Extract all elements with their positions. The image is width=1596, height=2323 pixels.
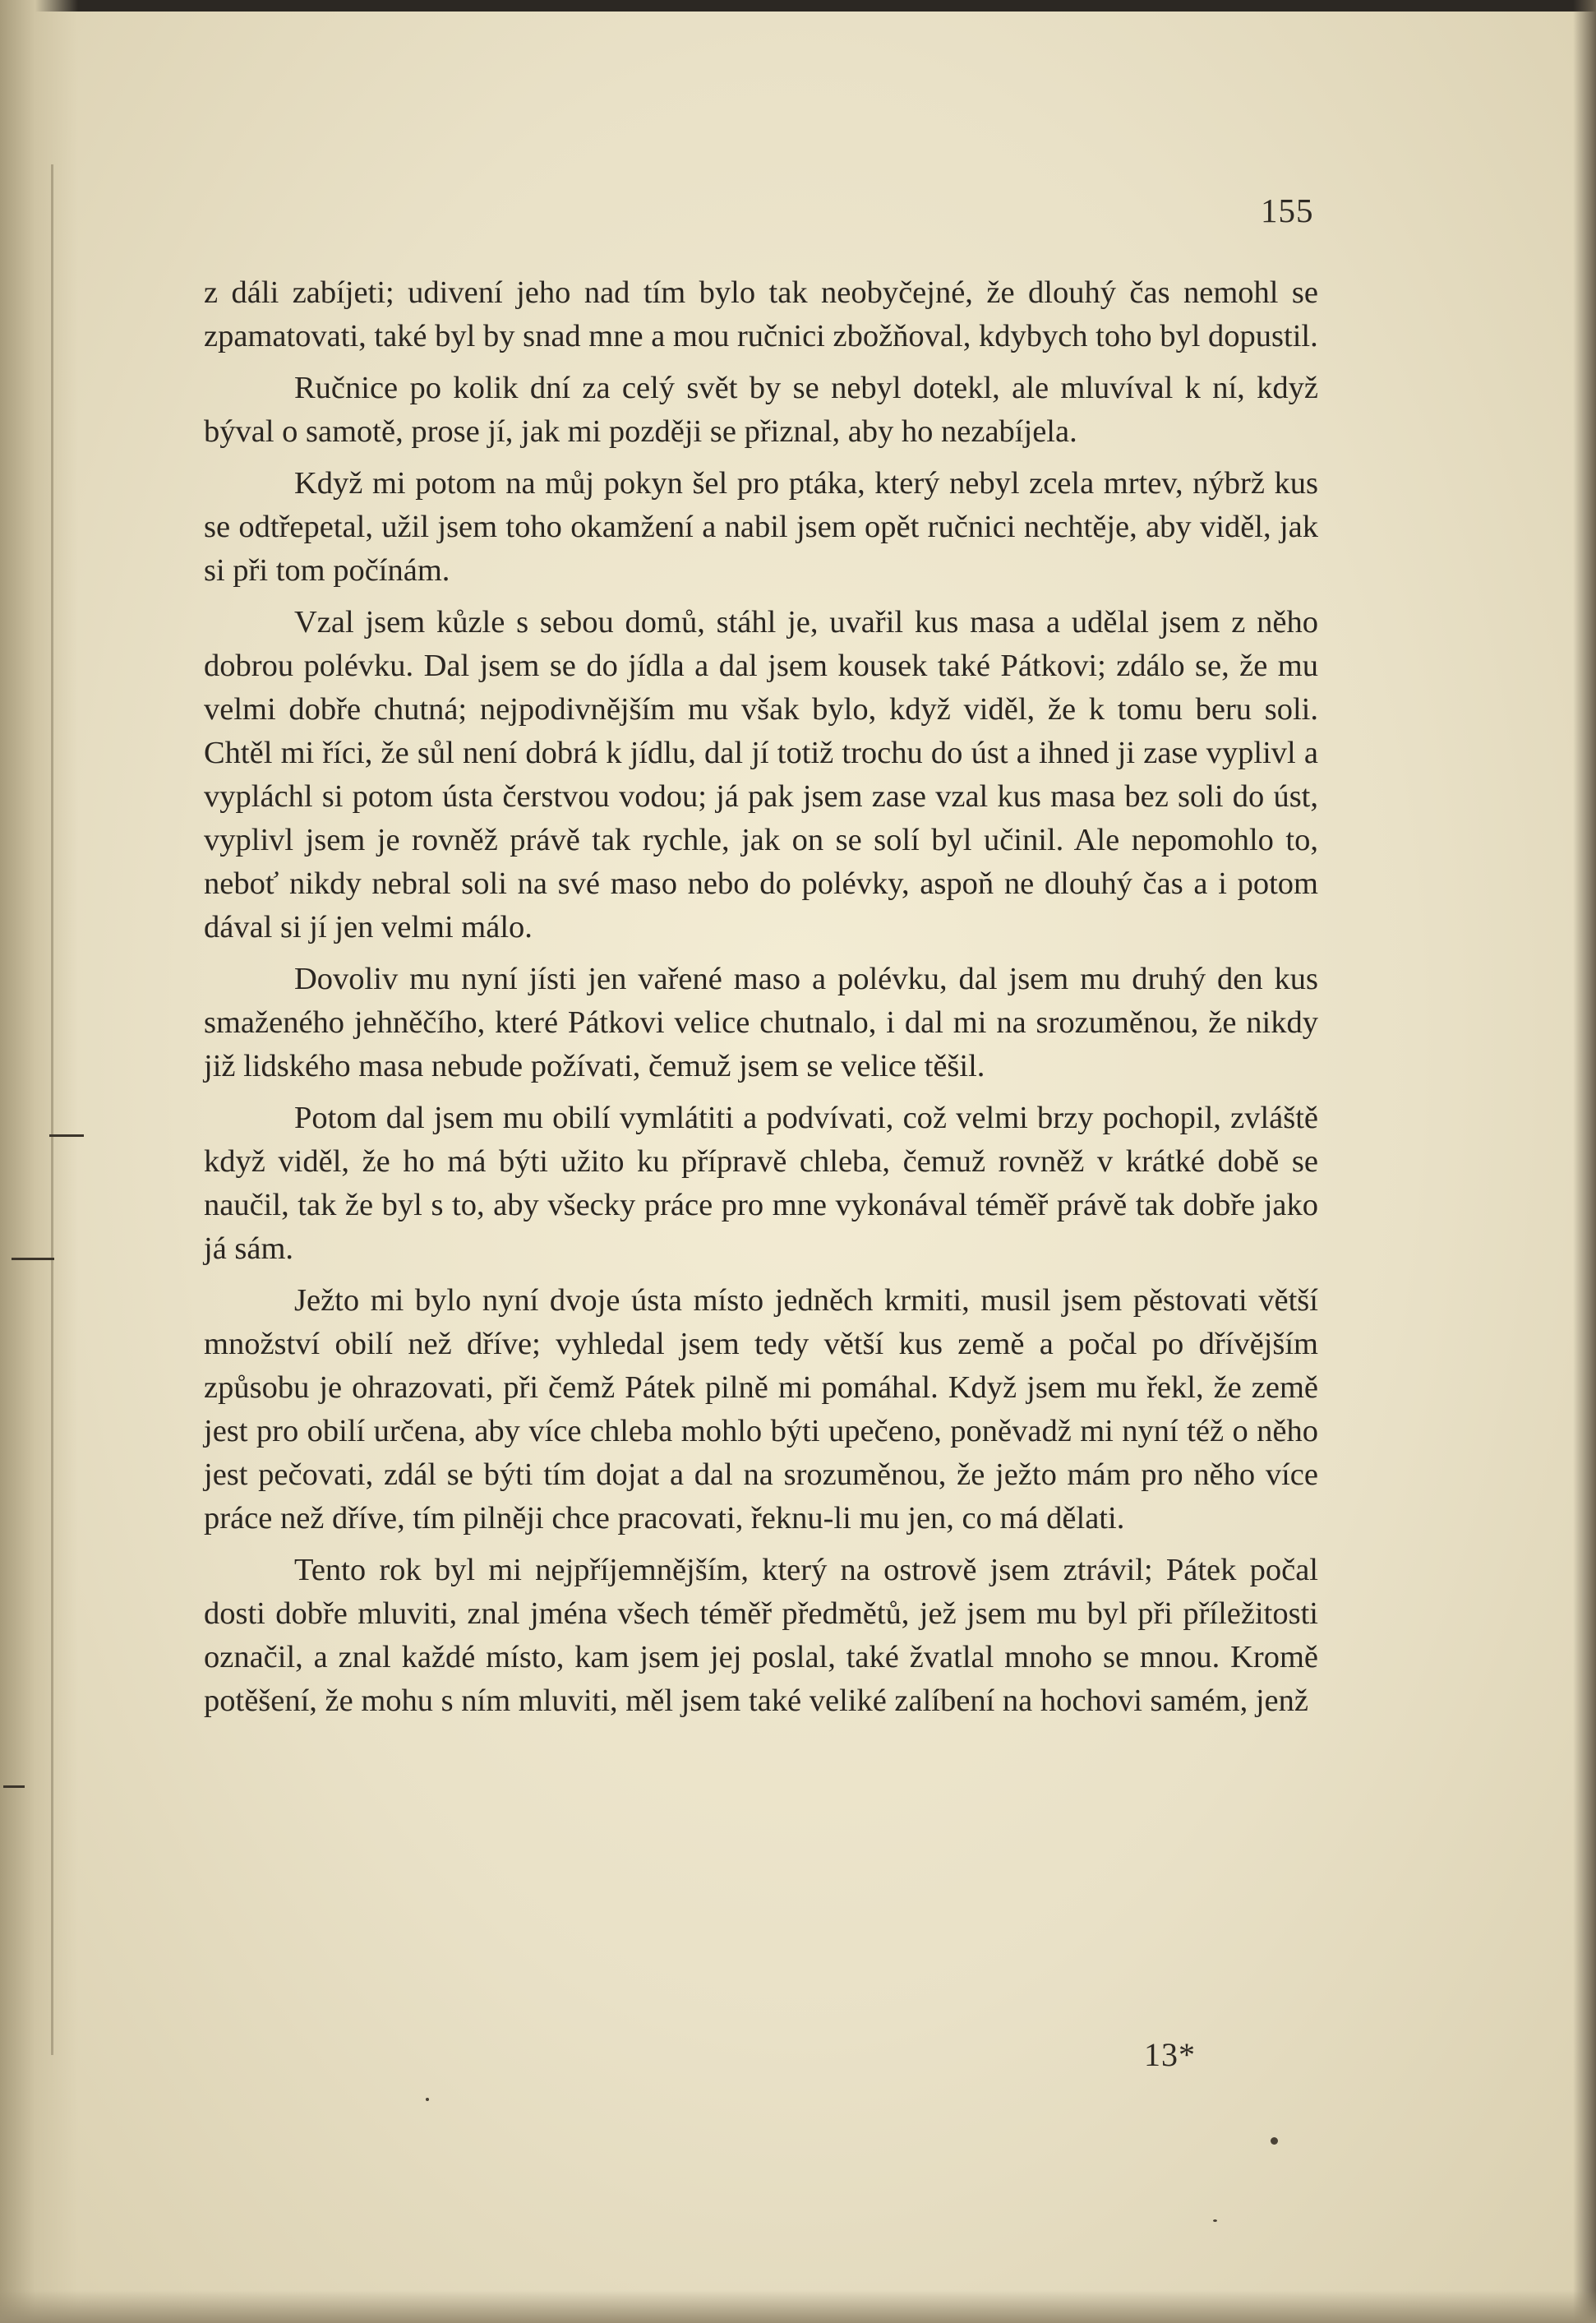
paper-speck: [426, 2098, 429, 2101]
edge-mark: [3, 1785, 25, 1788]
edge-mark: [49, 1134, 84, 1137]
binding-line: [51, 164, 53, 2055]
edge-mark: [12, 1258, 54, 1260]
page-spine-shadow: [0, 0, 78, 2323]
bottom-page-edge: [0, 2290, 1596, 2323]
paragraph: Ručnice po kolik dní za celý svět by se nebyl dotekl, ale mluvíval k ní, když býval o samotě, prose jí, jak mi později se přiznal, aby ho nezabíjela.: [204, 371, 1318, 449]
paragraph: Vzal jsem kůzle s sebou domů, stáhl je, uvařil kus masa a udělal jsem z něho dobrou polévku. Dal jsem se do jídla a dal jsem kousek také Pátkovi; zdálo se, že mu velmi dobře chutná; nejpodivnějším mu však bylo, když viděl, že k tomu beru soli. Chtěl mi říci, že sůl není dobrá k jídlu, dal jí totiž trochu do úst a ihned ji zase vyplivl a vypláchl si potom ústa čerstvou vodou; já pak jsem zase vzal kus masa bez soli do úst, vyplivl jsem je rovněž právě tak rychle, jak on se solí byl učinil. Ale nepomohlo to, neboť nikdy nebral soli na své maso nebo do polévky, aspoň ne dlouhý čas a i potom dával si jí jen velmi málo.: [204, 605, 1318, 944]
paper-speck: [1271, 2137, 1278, 2145]
top-edge: [0, 0, 1596, 12]
paragraph: Ježto mi bylo nyní dvoje ústa místo jedněch krmiti, musil jsem pěstovati větší množství obilí než dříve; vyhledal jsem tedy větší kus země a počal po dřívějším způsobu je ohrazovati, při čemž Pátek pilně mi pomáhal. Když jsem mu řekl, že země jest pro obilí určena, aby více chleba mohlo býti upečeno, poněvadž mi nyní též o něho jest pečovati, zdál se býti tím dojat a dal na srozuměnou, že ježto mám pro něho více práce než dříve, tím pilněji chce pracovati, řeknu-li mu jen, co má dělati.: [204, 1283, 1318, 1536]
paper-speck: [1213, 2219, 1217, 2222]
paragraph: z dáli zabíjeti; udivení jeho nad tím bylo tak neobyčejné, že dlouhý čas nemohl se zpamatovati, také byl by snad mne a mou ručnici zbožňoval, kdybych toho byl dopustil.: [204, 275, 1318, 353]
signature-mark: 13*: [1144, 2036, 1196, 2073]
paragraph: Když mi potom na můj pokyn šel pro ptáka, který nebyl zcela mrtev, nýbrž kus se odtřepetal, užil jsem toho okamžení a nabil jsem opět ručnici nechtěje, aby viděl, jak si při tom počínám.: [204, 466, 1318, 588]
paragraph: Dovoliv mu nyní jísti jen vařené maso a polévku, dal jsem mu druhý den kus smaženého jehněčího, které Pátkovi velice chutnalo, i dal mi na srozuměnou, že nikdy již lidského masa nebude požívati, čemuž jsem se velice těšil.: [204, 962, 1318, 1083]
page-number: 155: [1261, 192, 1314, 229]
paragraph: Potom dal jsem mu obilí vymlátiti a podvívati, což velmi brzy pochopil, zvláště když viděl, že ho má býti užito ku přípravě chleba, čemuž rovněž v krátké době se naučil, tak že byl s to, aby všecky práce pro mne vykonával téměř právě tak dobře jako já sám.: [204, 1101, 1318, 1266]
right-page-edge: [1573, 0, 1596, 2323]
body-text: [204, 271, 1318, 1731]
paragraph: Tento rok byl mi nejpříjemnějším, který na ostrově jsem ztrávil; Pátek počal dosti dobře mluviti, znal jména všech téměř předmětů, jež jsem mu byl při příležitosti označil, a znal každé místo, kam jsem jej poslal, také žvatlal mnoho se mnou. Kromě potěšení, že mohu s ním mluviti, měl jsem také veliké zalíbení na hochovi samém, jenž: [204, 1553, 1318, 1718]
